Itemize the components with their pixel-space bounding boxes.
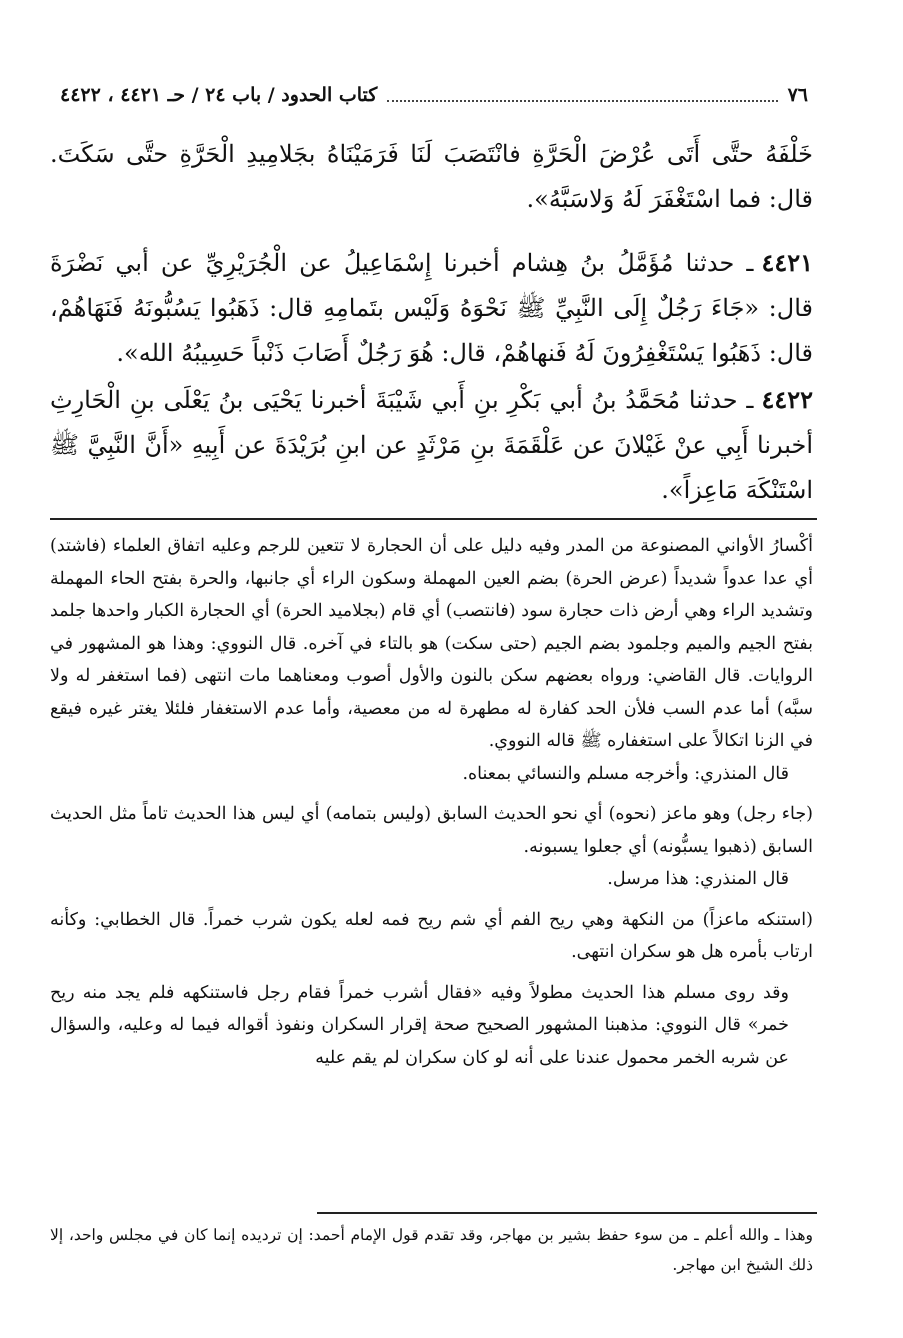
hadith-text: ـ حدثنا مُؤَمَّلُ بنُ هِشام أخبرنا إِسْمَاعِيلُ عن الْجُرَيْرِيِّ عن أبي نَضْرَةَ قال: «جَاءَ رَجُلٌ إِلَى النَّبِيِّ ﷺ نَحْوَهُ وَلَيْس بتَمامِهِ قال: ذَهَبُوا يَسُبُّونَهُ فَنَهَاهُمْ، قال: ذَهَبُوا يَسْتَغْفِرُونَ لَهُ فَنهاهُمْ، قال: هُوَ رَجُلٌ أَصَابَ ذَنْباً حَسِيبُهُ الله». xyxy=(50,249,813,367)
hadith-text: ـ حدثنا مُحَمَّدُ بنُ أبي بَكْرِ بنِ أَبي شَيْبَةَ أخبرنا يَحْيَى بنُ يَعْلَى بنِ الْحَارِثِ أخبرنا أَبِي عنْ غَيْلانَ عن عَلْقَمَةَ بنِ مَرْثَدٍ عن ابنِ بُرَيْدَةَ عن أَبِيهِ «أَنَّ النَّبِيَّ ﷺ اسْتَنْكَهَ مَاعِزاً». xyxy=(50,386,813,504)
hadith-number: ٤٤٢١ xyxy=(761,248,813,277)
hadith-4421 xyxy=(50,240,813,376)
commentary-paragraph: وقد روى مسلم هذا الحديث مطولاً وفيه «فقال أشرب خمراً فقام رجل فاستنكهه فلم يجد منه ريح خمر» قال النووي: مذهبنا المشهور الصحيح صحة إقرار السكران ونفوذ أقواله فيما له وعليه، والسؤال عن شربه الخمر محمول عندنا على أنه لو كان سكران لم يقم عليه xyxy=(50,982,789,1068)
commentary-paragraph: قال المنذري: وأخرجه مسلم والنسائي بمعناه. xyxy=(462,763,789,784)
commentary-paragraph: قال المنذري: هذا مرسل. xyxy=(607,869,789,889)
commentary-paragraph: (جاء رجل) وهو ماعز (نحوه) أي نحو الحديث السابق (وليس بتمامه) أي ليس هذا الحديث تاماً مثل الحديث السابق (ذهبوا يسبُّونه) أي جعلوا يسبونه. xyxy=(50,804,813,857)
commentary-paragraph: أكْسارُ الأواني المصنوعة من المدر وفيه دليل على أن الحجارة لا تتعين للرجم وعليه اتفاق العلماء (فاشتد) أي عدا عدواً شديداً (عرض الحرة) بضم العين المهملة وسكون الراء أي جانبها، والحرة بفتح الحاء المهملة وتشديد الراء وهي أرض ذات حجارة سود (فانتصب) أي قام (بجلاميد الحرة) أي الحجارة الكبار واحدها جلمد بفتح الجيم والميم وجلمود بضم الجيم (حتى سكت) هو بالتاء في آخره. قال النووي: وهذا هو المشهور في الروايات. قال القاضي: ورواه بعضهم سكن بالنون والأول أصوب ومعناهما مات انتهى (فما استغفر له ولا سبَّه) أما عدم السب فلأن الحد كفارة له مطهرة له من معصية، وأما عدم الاستغفار فلئلا يغتر غيره فيقع في الزنا اتكالاً على استغفاره ﷺ قاله النووي. xyxy=(50,536,813,751)
page-header xyxy=(60,80,808,110)
hadith-4422 xyxy=(50,377,813,513)
footnote-text: وهذا ـ والله أعلم ـ من سوء حفظ بشير بن مهاجر، وقد تقدم قول الإمام أحمد: إن ترديده إنما كان في مجلس واحد، إلا ذلك الشيخ ابن مهاجر. xyxy=(50,1226,813,1274)
hadith-continuation xyxy=(50,132,813,222)
hadith-continuation-text: خَلْفَهُ حتَّى أَتَى عُرْضَ الْحَرَّةِ فانْتَصَبَ لَنَا فَرَمَيْنَاهُ بجَلامِيدِ الْحَرَّةِ حتَّى سَكَتَ. قال: فما اسْتَغْفَرَ لَهُ وَلاسَبَّهُ». xyxy=(50,140,813,213)
header-dot-leader xyxy=(387,88,777,102)
page-number: ٧٦ xyxy=(787,84,808,106)
footnote-divider xyxy=(317,1212,817,1214)
section-divider xyxy=(50,518,817,520)
hadith-number: ٤٤٢٢ xyxy=(761,385,813,414)
footnote xyxy=(50,1220,813,1280)
commentary xyxy=(50,530,813,1074)
commentary-paragraph: (استنكه ماعزاً) من النكهة وهي ريح الفم أي شم ريح فمه لعله يكون شرب خمراً. قال الخطابي: وكأنه ارتاب بأمره هل هو سكران انتهى. xyxy=(50,909,813,962)
running-title: كتاب الحدود / باب ٢٤ / حـ ٤٤٢١ ، ٤٤٢٢ xyxy=(60,84,378,106)
